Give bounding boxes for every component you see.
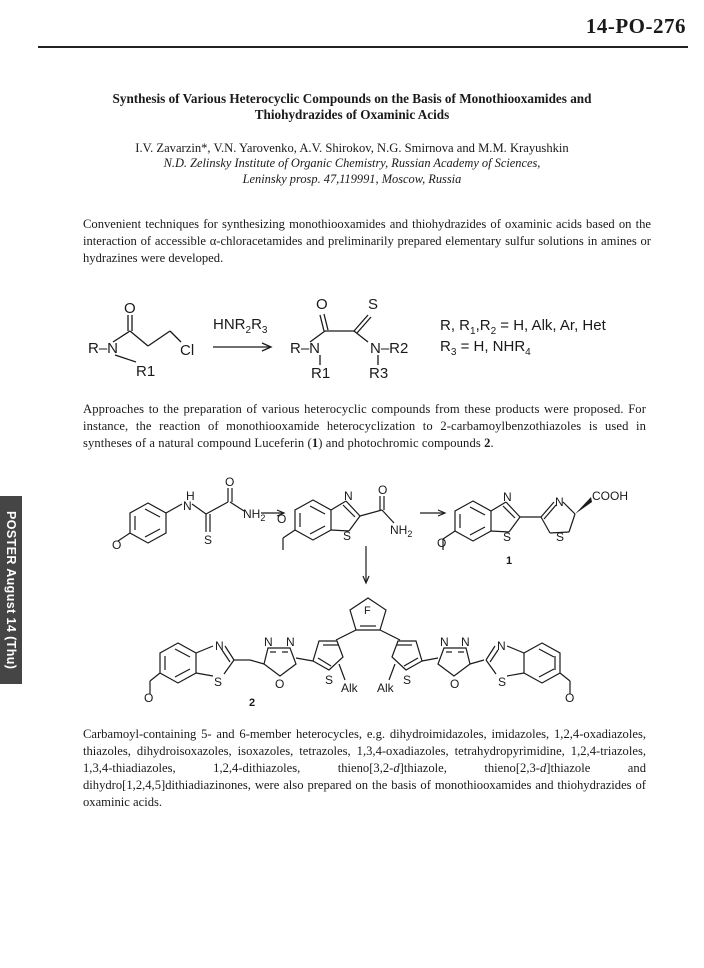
scheme2-c-n-label: N <box>503 490 512 504</box>
document-code: 14-PO-276 <box>585 14 686 38</box>
affiliation-line-2: Leninsky prosp. 47,119991, Moscow, Russia <box>242 171 462 186</box>
title-line-1: Synthesis of Various Heterocyclic Compounds on the Basis of Monothiooxamides and <box>112 91 592 106</box>
poster-side-tab <box>0 496 22 684</box>
intro-paragraph: Convenient techniques for synthesizing monothiooxamides and thiohydrazides of oxaminic acids based on the interaction of accessible α-chloracetamides and preliminarily prepared elementary sulfur solutions in amines or hydrazines were developed. <box>83 217 651 265</box>
compound-1-label: 1 <box>506 555 513 567</box>
poster-side-tab-text: POSTER August 14 (Thu) <box>4 510 18 670</box>
scheme1-prod-n-right: N–R2 <box>370 340 409 357</box>
scheme2-a-ome-o-label: O <box>112 538 122 552</box>
scheme2-a-nh2-label: $NH_2$ <box>243 507 266 523</box>
scheme2-right-thiophene-s-label: S <box>403 673 412 687</box>
scheme2-left-bt-s-label: S <box>214 675 223 689</box>
scheme2-left-bt-n-label: N <box>215 639 224 653</box>
scheme2-b-nh2-label: $NH_2$ <box>390 523 413 539</box>
authors: I.V. Zavarzin*, V.N. Yarovenko, A.V. Shirokov, N.G. Smirnova and M.M. Krayushkin <box>135 141 569 155</box>
scheme1-reagent: $HNR_2R_3$ <box>213 316 268 336</box>
scheme2-nh-n-label: N <box>183 499 192 513</box>
scheme2-c-thiazoline-n-label: N <box>555 495 564 509</box>
affiliation-line-1: N.D. Zelinsky Institute of Organic Chemistry, Russian Academy of Sciences, <box>163 156 541 170</box>
approaches-paragraph: Approaches to the preparation of various heterocyclic compounds from these products were proposed. For instance, the reaction of monothiooxamide heterocyclization to 2-carbamoylbenzothiazoles is used in syntheses of a natural compound Luceferin (1) and photochromic compounds 2. <box>83 402 646 450</box>
scheme2-left-thiophene-s-label: S <box>325 673 334 687</box>
scheme2-left-oxadiazole-n2-label: N <box>286 635 295 649</box>
scheme1-prod-r3: R3 <box>369 365 389 382</box>
scheme2-h-label: H <box>186 489 195 503</box>
scheme2-right-oxadiazole-o-label: O <box>450 677 460 691</box>
heterocycles-paragraph: Carbamoyl-containing 5- and 6-member heterocycles, e.g. dihydroimidazoles, imidazoles, 1,2,4-oxadiazoles, thiazoles, dihydroisoxazoles, isoxazoles, tetrazoles, 1,3,4-oxadiazoles, tetrahydropyrimidine, 1,2,4-triazoles, 1,3,4-thiadiazoles, 1,2,4-dithiazoles, thieno[3,2-d]thiazole, thieno[2,3-d]thiazole and dihydro[1,2,4,5]dithiadiazinones, were also prepared on the basis of monothiooxamides and thiohydrazides of oxaminic acids. <box>83 727 646 809</box>
luciferin-wedge-bond <box>575 497 592 514</box>
scheme1-prod-s: S <box>368 296 379 313</box>
scheme1-prod-r1: R1 <box>311 365 331 382</box>
scheme2-left-oxadiazole-n1-label: N <box>264 635 273 649</box>
scheme1-conditions-line-1: R, $R_1,R_2 = H$, Alk, Ar, Het <box>440 317 606 337</box>
scheme2-left-ome-o-label: O <box>144 691 154 705</box>
scheme1-prod-o: O <box>316 296 328 313</box>
scheme2-right-bt-s-label: S <box>498 675 507 689</box>
scheme2-a-s-label: S <box>204 533 213 547</box>
scheme2-b-s-label: S <box>343 529 352 543</box>
scheme2-b-o-label: O <box>378 483 388 497</box>
scheme2-b-n-label: N <box>344 489 353 503</box>
scheme2-c-ome-o-label: O <box>437 536 447 550</box>
compound-2-label: 2 <box>249 697 256 709</box>
scheme2-b-ome-o-label: O <box>277 512 287 526</box>
scheme2-left-oxadiazole-o-label: O <box>275 677 285 691</box>
scheme2-c-s-label: S <box>503 530 512 544</box>
scheme1-left-r1: R1 <box>136 363 156 380</box>
scheme2-cooh-label: COOH <box>592 489 628 503</box>
scheme1-prod-n-left: R–N <box>290 340 321 357</box>
scheme2-left-alk-label: Alk <box>341 681 358 695</box>
scheme1-left-o: O <box>124 300 136 317</box>
scheme2-right-ome-o-label: O <box>565 691 575 705</box>
scheme2-right-bt-n-label: N <box>497 639 506 653</box>
scheme2-right-oxadiazole-n2-label: N <box>461 635 470 649</box>
scheme2-right-alk-label: Alk <box>377 681 394 695</box>
title-line-2: Thiohydrazides of Oxaminic Acids <box>254 107 450 122</box>
scheme2-right-oxadiazole-n1-label: N <box>440 635 449 649</box>
scheme1-conditions-line-2: $R_3 = H$, $NHR_4$ <box>440 338 531 358</box>
scheme2-a-o-label: O <box>225 475 235 489</box>
scheme2-f-label: F <box>364 605 371 617</box>
scheme1-left-n: R–N <box>88 340 119 357</box>
scheme2-c-thiazoline-s-label: S <box>556 530 565 544</box>
scheme1-left-cl: Cl <box>180 342 195 359</box>
